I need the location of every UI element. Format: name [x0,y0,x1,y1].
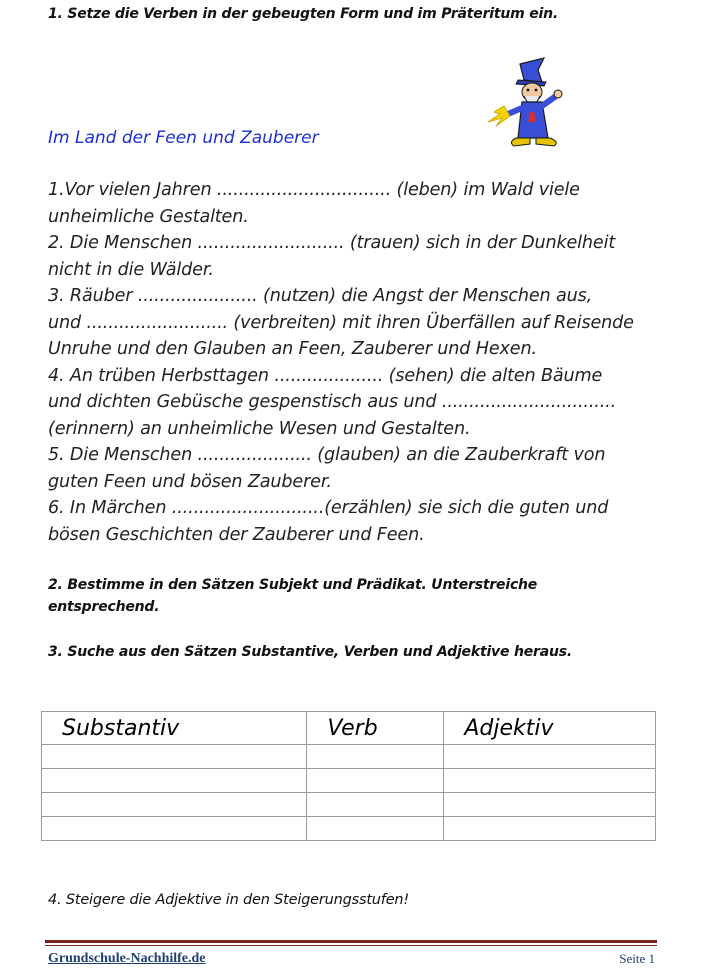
table-header-row [42,712,656,745]
story-line: nicht in die Wälder. [48,259,214,280]
wizard-illustration [480,56,575,151]
table-cell[interactable] [444,745,656,769]
story-line: (erinnern) an unheimliche Wesen und Gestalten. [48,418,471,439]
story-line: 3. Räuber ...................... (nutzen) die Angst der Menschen aus, [48,286,593,306]
table-row [42,769,656,793]
story-line: 2. Die Menschen ........................... (trauen) sich in der Dunkelheit [48,233,616,253]
story-line: und dichten Gebüsche gespenstisch aus und ................................ [48,392,617,412]
header-adjektiv: Adjektiv [444,712,656,745]
table-cell[interactable] [307,793,444,817]
task-3-instruction: 3. Suche aus den Sätzen Substantive, Verben und Adjektive heraus. [48,644,572,660]
task-1-instruction: 1. Setze die Verben in der gebeugten Form und im Präteritum ein. [48,6,558,22]
story-line: 6. In Märchen ............................(erzählen) sie sich die guten und [48,498,609,518]
table-row [42,793,656,817]
word-classification-table [41,711,656,841]
table-cell[interactable] [307,745,444,769]
story-line: unheimliche Gestalten. [48,206,249,227]
header-verb: Verb [307,712,444,745]
story-title: Im Land der Feen und Zauberer [48,128,319,148]
footer-rule [45,940,657,943]
table-cell[interactable] [307,817,444,841]
story-line: 1.Vor vielen Jahren ................................ (leben) im Wald viele [48,180,580,200]
table-cell[interactable] [444,793,656,817]
story-line: 5. Die Menschen ..................... (glauben) an die Zauberkraft von [48,445,606,465]
footer-rule-thin [45,945,657,946]
story-line: Unruhe und den Glauben an Feen, Zauberer und Hexen. [48,339,537,359]
story-line: bösen Geschichten der Zauberer und Feen. [48,524,425,545]
story-line: guten Feen und bösen Zauberer. [48,471,332,492]
table-cell[interactable] [42,817,307,841]
table-row [42,745,656,769]
table-cell[interactable] [444,817,656,841]
header-substantiv: Substantiv [42,712,307,745]
story-exercise [48,177,668,548]
story-line: und .......................... (verbreiten) mit ihren Überfällen auf Reisende [48,312,634,333]
footer-page-number: Seite 1 [619,951,655,966]
table-cell[interactable] [42,745,307,769]
task-4-instruction: 4. Steigere die Adjektive in den Steigerungsstufen! [48,892,410,908]
table-cell[interactable] [444,769,656,793]
footer-site-link[interactable]: Grundschule-Nachhilfe.de [48,951,206,966]
task-2-instruction: 2. Bestimme in den Sätzen Subjekt und Prädikat. Unterstreiche entsprechend. [48,577,538,615]
story-line: 4. An trüben Herbsttagen .................... (sehen) die alten Bäume [48,365,603,386]
table-row [42,817,656,841]
table-cell[interactable] [42,769,307,793]
table-cell[interactable] [42,793,307,817]
table-cell[interactable] [307,769,444,793]
